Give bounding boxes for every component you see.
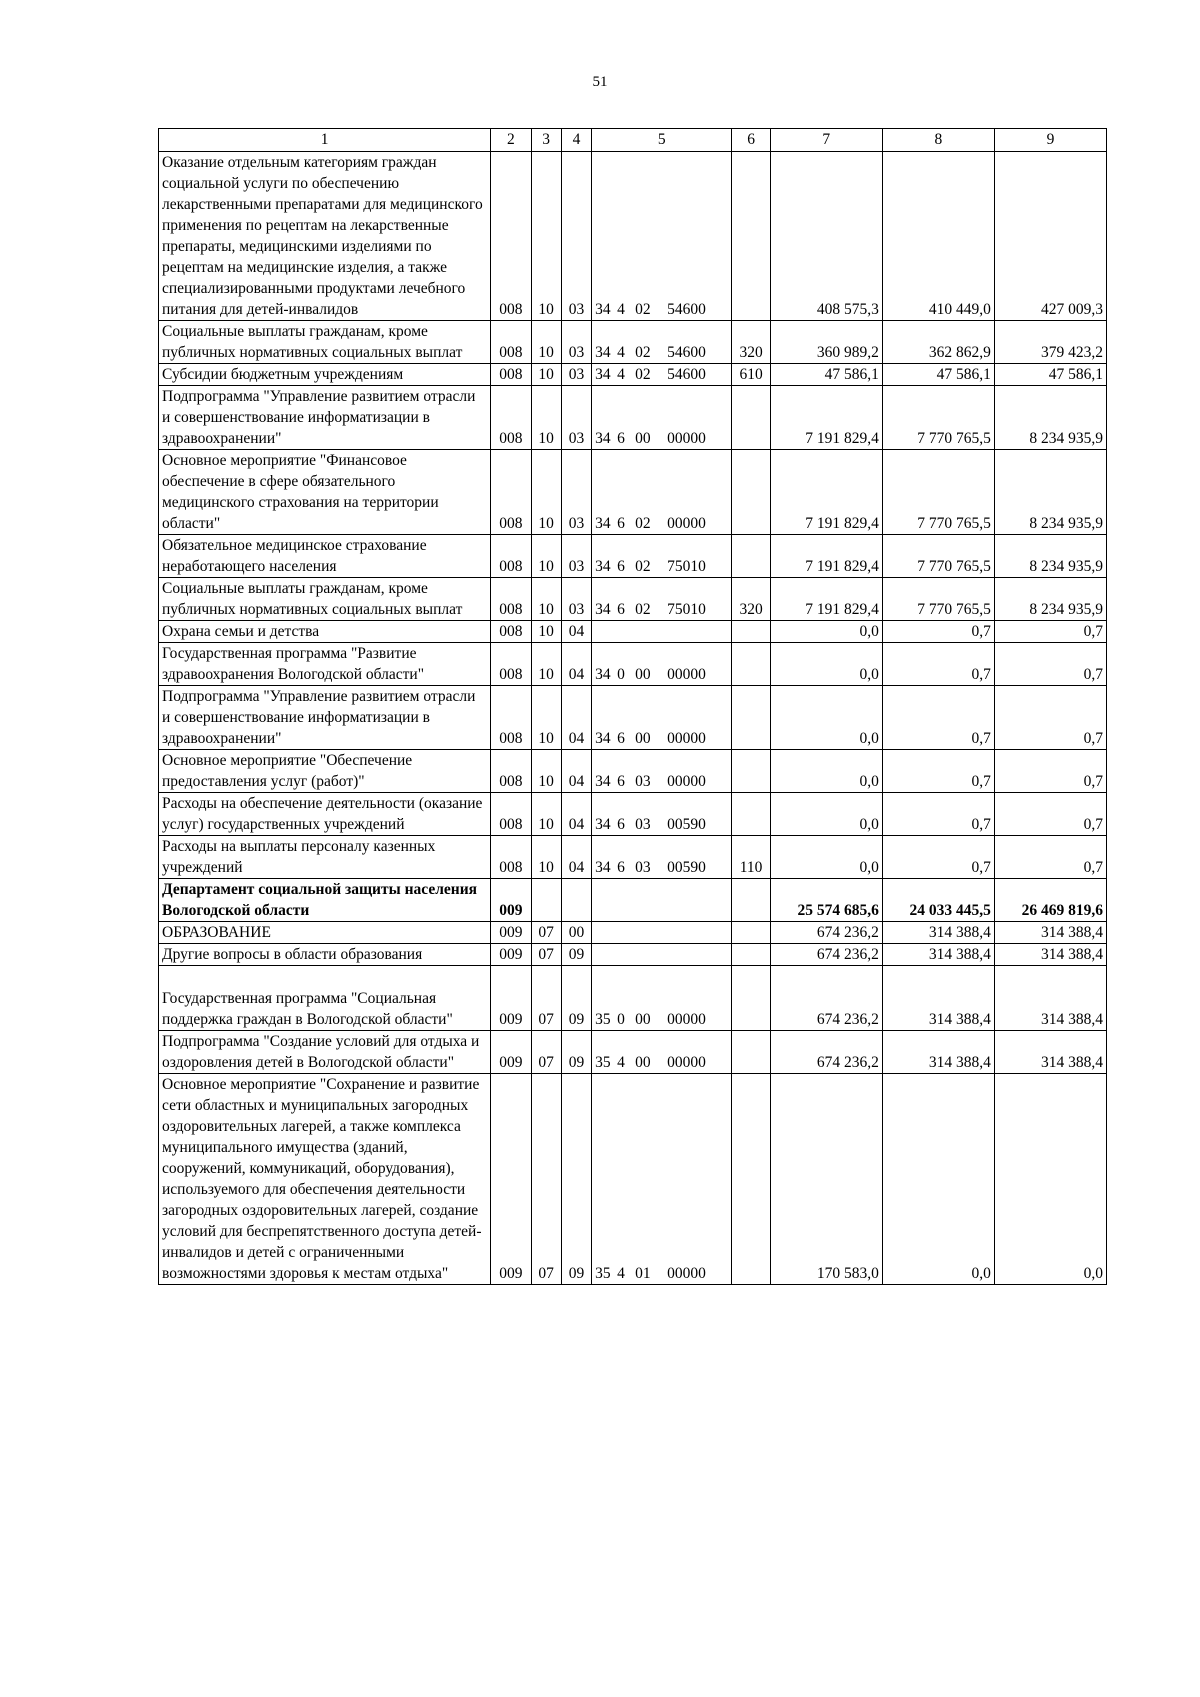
row-name-cell: Социальные выплаты гражданам, кроме публичных нормативных социальных выплат [159, 321, 491, 364]
expense-type-cell [732, 643, 770, 686]
code-part: 35 [595, 1054, 611, 1071]
amount-year1-cell: 7 191 829,4 [770, 450, 882, 535]
ministry-code-cell: 008 [491, 450, 531, 535]
amount-year2-cell: 314 388,4 [882, 1031, 994, 1074]
section-code-cell: 10 [531, 643, 561, 686]
section-code-cell: 10 [531, 364, 561, 386]
table-row [159, 879, 1107, 922]
ministry-code-cell: 009 [491, 922, 531, 944]
code-part: 6 [617, 601, 625, 618]
code-part: 34 [595, 366, 611, 383]
code-part: 00000 [667, 1265, 706, 1282]
table-row [159, 152, 1107, 321]
expense-type-cell [732, 793, 770, 836]
subsection-code-cell: 04 [561, 836, 591, 879]
amount-year2-cell: 0,7 [882, 793, 994, 836]
code-part: 01 [635, 1265, 651, 1282]
amount-year3-cell: 0,7 [994, 793, 1106, 836]
amount-year3-cell: 314 388,4 [994, 966, 1106, 1031]
amount-year3-cell: 0,7 [994, 836, 1106, 879]
amount-year2-cell: 314 388,4 [882, 922, 994, 944]
code-part: 00 [635, 1011, 651, 1028]
code-part: 34 [595, 301, 611, 318]
table-row [159, 793, 1107, 836]
code-part: 4 [617, 301, 625, 318]
ministry-code-cell: 009 [491, 966, 531, 1031]
amount-year1-cell: 360 989,2 [770, 321, 882, 364]
row-name-cell: ОБРАЗОВАНИЕ [159, 922, 491, 944]
expense-type-cell [732, 750, 770, 793]
section-code-cell: 10 [531, 535, 561, 578]
amount-year3-cell: 0,0 [994, 1074, 1106, 1285]
expense-type-cell: 110 [732, 836, 770, 879]
amount-year1-cell: 0,0 [770, 793, 882, 836]
code-part: 34 [595, 666, 611, 683]
table-row [159, 922, 1107, 944]
expense-type-cell [732, 1031, 770, 1074]
subsection-code-cell: 04 [561, 750, 591, 793]
code-part: 02 [635, 601, 651, 618]
row-name-cell: Обязательное медицинское страхование неработающего населения [159, 535, 491, 578]
row-name-cell: Расходы на выплаты персоналу казенных учреждений [159, 836, 491, 879]
target-item-code-cell [592, 450, 732, 535]
amount-year2-cell: 47 586,1 [882, 364, 994, 386]
amount-year1-cell: 7 191 829,4 [770, 386, 882, 450]
amount-year2-cell: 314 388,4 [882, 966, 994, 1031]
table-row [159, 944, 1107, 966]
section-code-cell: 07 [531, 1074, 561, 1285]
code-part: 6 [617, 773, 625, 790]
amount-year2-cell: 0,7 [882, 686, 994, 750]
code-part: 75010 [667, 558, 706, 575]
amount-year2-cell: 0,7 [882, 836, 994, 879]
subsection-code-cell: 04 [561, 793, 591, 836]
section-code-cell: 07 [531, 966, 561, 1031]
code-part: 03 [635, 859, 651, 876]
subsection-code-cell: 03 [561, 152, 591, 321]
amount-year2-cell: 7 770 765,5 [882, 535, 994, 578]
code-part: 6 [617, 515, 625, 532]
header-cell: 6 [732, 129, 770, 152]
amount-year3-cell: 379 423,2 [994, 321, 1106, 364]
code-part: 03 [635, 773, 651, 790]
expense-type-cell: 320 [732, 321, 770, 364]
header-cell: 1 [159, 129, 491, 152]
amount-year3-cell: 8 234 935,9 [994, 450, 1106, 535]
code-part: 00000 [667, 730, 706, 747]
table-row [159, 386, 1107, 450]
subsection-code-cell: 04 [561, 643, 591, 686]
amount-year2-cell: 362 862,9 [882, 321, 994, 364]
row-name-cell: Другие вопросы в области образования [159, 944, 491, 966]
header-cell: 4 [561, 129, 591, 152]
row-name-cell: Основное мероприятие "Обеспечение предоставления услуг (работ)" [159, 750, 491, 793]
code-part: 34 [595, 344, 611, 361]
amount-year1-cell: 674 236,2 [770, 966, 882, 1031]
ministry-code-cell: 009 [491, 879, 531, 922]
target-item-code-cell [592, 922, 732, 944]
section-code-cell: 10 [531, 386, 561, 450]
amount-year2-cell: 7 770 765,5 [882, 386, 994, 450]
section-code-cell: 10 [531, 686, 561, 750]
code-part: 6 [617, 430, 625, 447]
code-part: 34 [595, 730, 611, 747]
code-part: 03 [635, 816, 651, 833]
code-part: 6 [617, 558, 625, 575]
ministry-code-cell: 009 [491, 944, 531, 966]
amount-year1-cell: 47 586,1 [770, 364, 882, 386]
amount-year3-cell: 0,7 [994, 621, 1106, 643]
code-part: 34 [595, 773, 611, 790]
expense-type-cell [732, 535, 770, 578]
code-part: 54600 [667, 344, 706, 361]
header-cell: 2 [491, 129, 531, 152]
table-row [159, 836, 1107, 879]
target-item-code-cell [592, 386, 732, 450]
row-name-cell: Охрана семьи и детства [159, 621, 491, 643]
section-code-cell: 10 [531, 621, 561, 643]
code-part: 00590 [667, 859, 706, 876]
header-cell: 5 [592, 129, 732, 152]
code-part: 00590 [667, 816, 706, 833]
code-part: 02 [635, 558, 651, 575]
amount-year1-cell: 25 574 685,6 [770, 879, 882, 922]
ministry-code-cell: 008 [491, 578, 531, 621]
target-item-code-cell [592, 321, 732, 364]
target-item-code-cell [592, 836, 732, 879]
amount-year2-cell: 0,7 [882, 643, 994, 686]
amount-year1-cell: 0,0 [770, 643, 882, 686]
section-code-cell: 10 [531, 793, 561, 836]
ministry-code-cell: 008 [491, 836, 531, 879]
amount-year3-cell: 314 388,4 [994, 1031, 1106, 1074]
amount-year1-cell: 0,0 [770, 750, 882, 793]
header-cell: 9 [994, 129, 1106, 152]
target-item-code-cell [592, 1031, 732, 1074]
subsection-code-cell: 00 [561, 922, 591, 944]
header-cell: 3 [531, 129, 561, 152]
table-row [159, 966, 1107, 1031]
row-name-cell: Государственная программа "Развитие здравоохранения Вологодской области" [159, 643, 491, 686]
amount-year1-cell: 7 191 829,4 [770, 578, 882, 621]
target-item-code-cell [592, 152, 732, 321]
table-row [159, 450, 1107, 535]
code-part: 00000 [667, 666, 706, 683]
code-part: 4 [617, 1054, 625, 1071]
code-part: 34 [595, 515, 611, 532]
code-part: 35 [595, 1265, 611, 1282]
code-part: 00000 [667, 1054, 706, 1071]
target-item-code-cell [592, 364, 732, 386]
code-part: 02 [635, 366, 651, 383]
code-part: 6 [617, 730, 625, 747]
expense-type-cell: 320 [732, 578, 770, 621]
ministry-code-cell: 008 [491, 152, 531, 321]
ministry-code-cell: 008 [491, 364, 531, 386]
target-item-code-cell [592, 578, 732, 621]
row-name-cell: Основное мероприятие "Финансовое обеспечение в сфере обязательного медицинского страхования на территории области" [159, 450, 491, 535]
ministry-code-cell: 008 [491, 535, 531, 578]
amount-year1-cell: 0,0 [770, 686, 882, 750]
amount-year2-cell: 24 033 445,5 [882, 879, 994, 922]
amount-year1-cell: 0,0 [770, 836, 882, 879]
row-name-cell: Подпрограмма "Создание условий для отдыха и оздоровления детей в Вологодской области" [159, 1031, 491, 1074]
code-part: 34 [595, 816, 611, 833]
code-part: 54600 [667, 366, 706, 383]
expense-type-cell [732, 621, 770, 643]
target-item-code-cell [592, 535, 732, 578]
code-part: 00000 [667, 515, 706, 532]
code-part: 75010 [667, 601, 706, 618]
target-item-code-cell [592, 966, 732, 1031]
table-header-row [159, 129, 1107, 152]
subsection-code-cell: 03 [561, 364, 591, 386]
table-row [159, 364, 1107, 386]
amount-year3-cell: 0,7 [994, 643, 1106, 686]
code-part: 00000 [667, 430, 706, 447]
code-part: 35 [595, 1011, 611, 1028]
section-code-cell: 10 [531, 836, 561, 879]
row-name-cell: Департамент социальной защиты населения Вологодской области [159, 879, 491, 922]
row-name-cell: Основное мероприятие "Сохранение и развитие сети областных и муниципальных загородных оздоровительных лагерей, а также комплекса муниципального имущества (зданий, сооружений, коммуникаций, оборудования), используемого для обеспечения деятельности загородных оздоровительных лагерей, создание условий для беспрепятственного доступа детей-инвалидов и детей с ограниченными возможностями здоровья к местам отдыха" [159, 1074, 491, 1285]
expense-type-cell [732, 944, 770, 966]
row-name-cell: Оказание отдельным категориям граждан социальной услуги по обеспечению лекарственными препаратами для медицинского применения по рецептам на лекарственные препараты, медицинскими изделиями по рецептам на медицинские изделия, а также специализированными продуктами лечебного питания для детей-инвалидов [159, 152, 491, 321]
section-code-cell: 07 [531, 922, 561, 944]
amount-year1-cell: 674 236,2 [770, 944, 882, 966]
table-row [159, 643, 1107, 686]
row-name-cell: Субсидии бюджетным учреждениям [159, 364, 491, 386]
table-row [159, 578, 1107, 621]
amount-year1-cell: 7 191 829,4 [770, 535, 882, 578]
amount-year3-cell: 47 586,1 [994, 364, 1106, 386]
code-part: 4 [617, 366, 625, 383]
section-code-cell: 07 [531, 1031, 561, 1074]
row-name-cell: Государственная программа "Социальная поддержка граждан в Вологодской области" [159, 966, 491, 1031]
subsection-code-cell: 04 [561, 621, 591, 643]
amount-year3-cell: 0,7 [994, 686, 1106, 750]
section-code-cell: 10 [531, 578, 561, 621]
expense-type-cell [732, 450, 770, 535]
row-name-cell: Подпрограмма "Управление развитием отрасли и совершенствование информатизации в здравоохранении" [159, 686, 491, 750]
subsection-code-cell: 09 [561, 944, 591, 966]
code-part: 0 [617, 666, 625, 683]
page-number: 51 [592, 74, 608, 90]
code-part: 6 [617, 859, 625, 876]
expense-type-cell [732, 386, 770, 450]
amount-year2-cell: 410 449,0 [882, 152, 994, 321]
row-name-cell: Расходы на обеспечение деятельности (оказание услуг) государственных учреждений [159, 793, 491, 836]
code-part: 00 [635, 430, 651, 447]
table-row [159, 686, 1107, 750]
subsection-code-cell: 09 [561, 966, 591, 1031]
code-part: 6 [617, 816, 625, 833]
expense-type-cell [732, 879, 770, 922]
code-part: 02 [635, 515, 651, 532]
amount-year2-cell: 0,7 [882, 750, 994, 793]
target-item-code-cell [592, 879, 732, 922]
subsection-code-cell: 03 [561, 321, 591, 364]
amount-year3-cell: 26 469 819,6 [994, 879, 1106, 922]
amount-year1-cell: 170 583,0 [770, 1074, 882, 1285]
subsection-code-cell: 03 [561, 578, 591, 621]
ministry-code-cell: 008 [491, 750, 531, 793]
subsection-code-cell [561, 879, 591, 922]
expense-type-cell [732, 922, 770, 944]
code-part: 34 [595, 430, 611, 447]
subsection-code-cell: 04 [561, 686, 591, 750]
header-cell: 7 [770, 129, 882, 152]
code-part: 00000 [667, 773, 706, 790]
table-row [159, 621, 1107, 643]
amount-year3-cell: 314 388,4 [994, 944, 1106, 966]
amount-year3-cell: 8 234 935,9 [994, 578, 1106, 621]
expense-type-cell [732, 966, 770, 1031]
ministry-code-cell: 009 [491, 1031, 531, 1074]
ministry-code-cell: 008 [491, 321, 531, 364]
subsection-code-cell: 09 [561, 1031, 591, 1074]
ministry-code-cell: 008 [491, 686, 531, 750]
code-part: 4 [617, 1265, 625, 1282]
budget-table [158, 128, 1107, 1285]
code-part: 00 [635, 666, 651, 683]
ministry-code-cell: 009 [491, 1074, 531, 1285]
expense-type-cell [732, 686, 770, 750]
section-code-cell: 07 [531, 944, 561, 966]
subsection-code-cell: 03 [561, 450, 591, 535]
row-name-cell: Социальные выплаты гражданам, кроме публичных нормативных социальных выплат [159, 578, 491, 621]
ministry-code-cell: 008 [491, 643, 531, 686]
amount-year2-cell: 0,7 [882, 621, 994, 643]
table-row [159, 1074, 1107, 1285]
code-part: 34 [595, 601, 611, 618]
expense-type-cell: 610 [732, 364, 770, 386]
amount-year3-cell: 0,7 [994, 750, 1106, 793]
table-row [159, 535, 1107, 578]
subsection-code-cell: 03 [561, 535, 591, 578]
code-part: 00 [635, 1054, 651, 1071]
row-name-cell: Подпрограмма "Управление развитием отрасли и совершенствование информатизации в здравоохранении" [159, 386, 491, 450]
expense-type-cell [732, 1074, 770, 1285]
ministry-code-cell: 008 [491, 386, 531, 450]
amount-year3-cell: 8 234 935,9 [994, 386, 1106, 450]
expense-type-cell [732, 152, 770, 321]
target-item-code-cell [592, 643, 732, 686]
target-item-code-cell [592, 1074, 732, 1285]
code-part: 34 [595, 558, 611, 575]
section-code-cell [531, 879, 561, 922]
table-row [159, 1031, 1107, 1074]
target-item-code-cell [592, 621, 732, 643]
ministry-code-cell: 008 [491, 793, 531, 836]
code-part: 54600 [667, 301, 706, 318]
amount-year2-cell: 7 770 765,5 [882, 578, 994, 621]
amount-year1-cell: 674 236,2 [770, 1031, 882, 1074]
target-item-code-cell [592, 686, 732, 750]
code-part: 34 [595, 859, 611, 876]
amount-year3-cell: 8 234 935,9 [994, 535, 1106, 578]
amount-year1-cell: 408 575,3 [770, 152, 882, 321]
section-code-cell: 10 [531, 750, 561, 793]
code-part: 00000 [667, 1011, 706, 1028]
amount-year2-cell: 0,0 [882, 1074, 994, 1285]
target-item-code-cell [592, 944, 732, 966]
code-part: 02 [635, 344, 651, 361]
amount-year2-cell: 7 770 765,5 [882, 450, 994, 535]
section-code-cell: 10 [531, 321, 561, 364]
amount-year2-cell: 314 388,4 [882, 944, 994, 966]
target-item-code-cell [592, 793, 732, 836]
section-code-cell: 10 [531, 450, 561, 535]
amount-year1-cell: 674 236,2 [770, 922, 882, 944]
subsection-code-cell: 09 [561, 1074, 591, 1285]
code-part: 4 [617, 344, 625, 361]
amount-year3-cell: 314 388,4 [994, 922, 1106, 944]
subsection-code-cell: 03 [561, 386, 591, 450]
code-part: 02 [635, 301, 651, 318]
table-row [159, 750, 1107, 793]
ministry-code-cell: 008 [491, 621, 531, 643]
code-part: 00 [635, 730, 651, 747]
table-row [159, 321, 1107, 364]
amount-year1-cell: 0,0 [770, 621, 882, 643]
amount-year3-cell: 427 009,3 [994, 152, 1106, 321]
target-item-code-cell [592, 750, 732, 793]
section-code-cell: 10 [531, 152, 561, 321]
code-part: 0 [617, 1011, 625, 1028]
header-cell: 8 [882, 129, 994, 152]
